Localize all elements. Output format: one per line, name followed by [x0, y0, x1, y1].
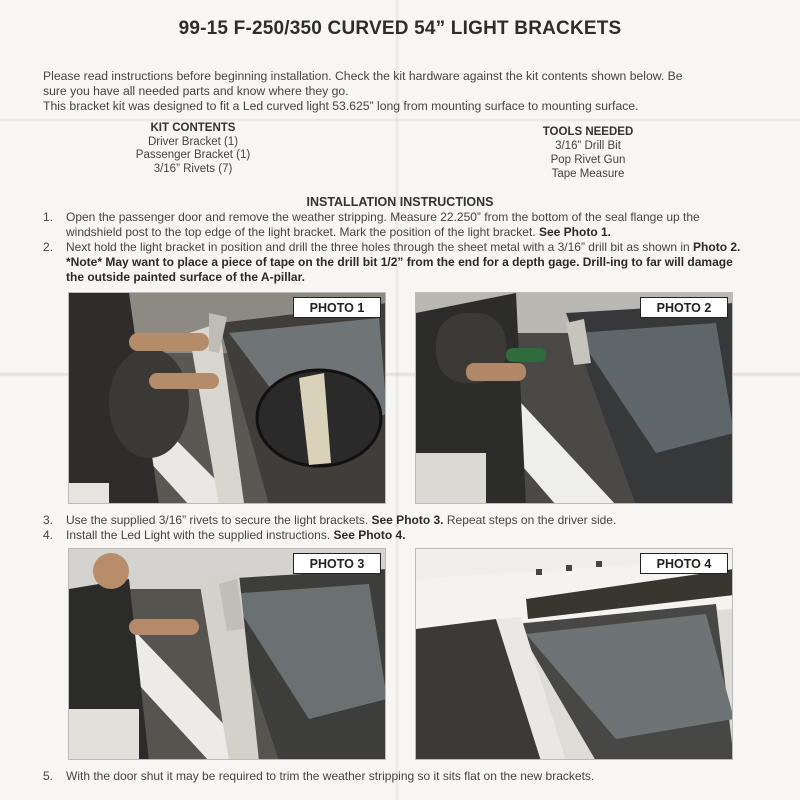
photo-4 [415, 548, 733, 760]
tool-item: 3/16” Drill Bit [555, 140, 621, 152]
step-text: Next hold the light bracket in position and drill the three holes through the sheet metal with a 3/16” drill bit as shown in [66, 240, 690, 254]
kit-item: Passenger Bracket (1) [135, 149, 251, 161]
step-number: 2. [43, 240, 54, 254]
kit-contents-heading: KIT CONTENTS [150, 122, 236, 134]
photo-2-label: PHOTO 2 [640, 297, 728, 318]
tool-item: Tape Measure [551, 168, 625, 180]
step-text: Use the supplied 3/16” rivets to secure the light brackets. [66, 513, 369, 527]
step-text: Install the Led Light with the supplied instructions. [66, 528, 331, 542]
step-number: 4. [43, 528, 54, 542]
tools-needed [498, 125, 678, 181]
intro-paragraph [43, 69, 743, 114]
intro-line-3: This bracket kit was designed to fit a Led curved light 53.625” long from mounting surface to mounting surface. [43, 99, 639, 113]
photo-1 [68, 292, 386, 504]
step-note: *Note* May want to place a piece of tape on the drill bit 1/2” from the end for a depth gage. Drill-ing to far will damage the outside painted surface of the A-pillar. [66, 255, 733, 284]
installation-heading: INSTALLATION INSTRUCTIONS [306, 195, 494, 209]
page-title: 99-15 F-250/350 CURVED 54” LIGHT BRACKETS [178, 18, 622, 39]
step-number: 1. [43, 210, 54, 224]
photo-reference: See Photo 3. [371, 513, 444, 527]
photo-2 [415, 292, 733, 504]
photo-4-image [416, 549, 733, 760]
photo-reference: See Photo 1. [538, 225, 611, 239]
step-number: 3. [43, 513, 54, 527]
step-text-after: Repeat steps on the driver side. [446, 513, 617, 527]
tools-needed-heading: TOOLS NEEDED [542, 126, 634, 138]
photo-2-image [416, 293, 733, 504]
intro-line-1: Please read instructions before beginning installation. Check the kit hardware against the kit contents shown below. Be [43, 69, 683, 83]
kit-contents [98, 122, 288, 176]
photo-reference: See Photo 4. [333, 528, 406, 542]
step-5 [43, 769, 743, 784]
tool-item: Pop Rivet Gun [550, 154, 626, 166]
step-3 [43, 513, 743, 528]
photo-1-image [69, 293, 386, 504]
photo-4-label: PHOTO 4 [640, 553, 728, 574]
step-4 [43, 528, 743, 543]
kit-item: Driver Bracket (1) [147, 135, 239, 148]
intro-line-2: sure you have all needed parts and know where they go. [43, 84, 349, 98]
step-number: 5. [43, 769, 54, 783]
photo-3-image [69, 549, 386, 760]
photo-reference: Photo 2. [693, 240, 741, 254]
step-1 [43, 210, 743, 240]
kit-item: 3/16” Rivets (7) [153, 162, 233, 175]
step-text: Open the passenger door and remove the weather stripping. Measure 22.250” from the bottom of the seal flange up the windshield post to the top edge of the light bracket. Mark the position of the light bracket. [66, 210, 700, 239]
step-text: With the door shut it may be required to trim the weather stripping so it sits flat on the new brackets. [66, 769, 595, 783]
photo-1-label: PHOTO 1 [293, 297, 381, 318]
photo-3-label: PHOTO 3 [293, 553, 381, 574]
photo-3 [68, 548, 386, 760]
step-2 [43, 240, 743, 285]
